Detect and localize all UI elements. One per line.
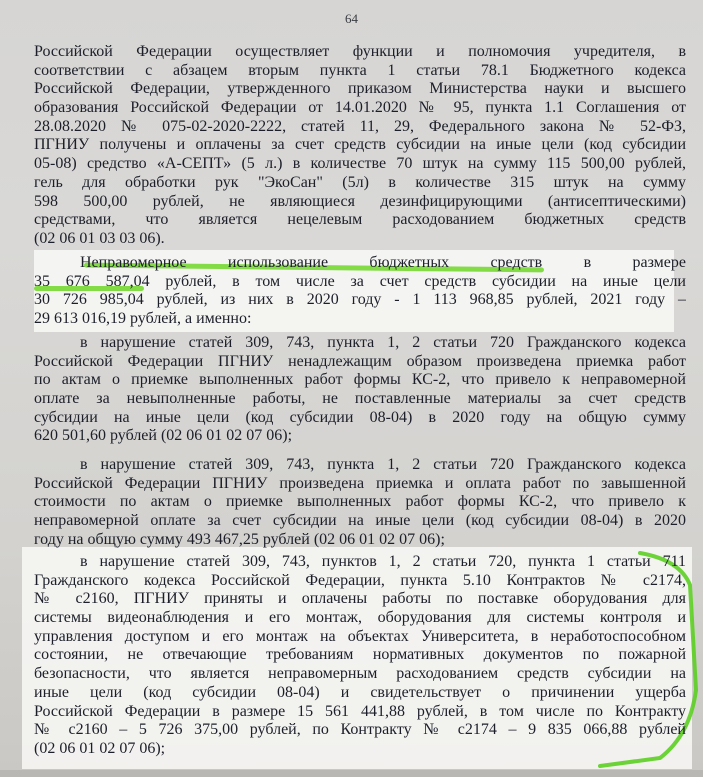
page-bottom-edge (0, 770, 703, 777)
text-line: № с2160 – 5 726 375,00 рублей, по Контракту № с2174 – 9 835 066,88 рублей (34, 721, 686, 739)
paragraph-2 (34, 254, 686, 329)
text-line: оплате за невыполненные работы, не поставленные материалы за счет средств (34, 390, 686, 408)
paragraph-4 (34, 456, 686, 549)
text-line: субсидии на иные цели (код субсидии 08-04) в 2020 году на общую сумму (34, 408, 686, 426)
paragraph-1 (34, 43, 686, 249)
text-line: системы видеонаблюдения и его монтаж, оборудования для системы контроля и (34, 609, 686, 627)
text-line: году на общую сумму 493 467,25 рублей (02 06 01 02 07 06); (34, 530, 445, 548)
text-line: управления доступом и его монтаж на объектах Университета, в неработоспособном (34, 627, 686, 645)
text-line: средствами, что является нецелевым расходованием бюджетных средств (34, 211, 686, 229)
text-line: безопасности, что является неправомерным расходованием средств субсидии на (34, 665, 686, 683)
text-line: образования Российской Федерации от 14.01.2020 № 95, пункта 1.1 Соглашения от (34, 99, 686, 117)
text-line: Гражданского кодекса Российской Федерации, пункта 5.10 Контрактов № с2174, (34, 571, 686, 589)
text-line: 35 676 587,04 рублей, в том числе за счет средств субсидии на иные цели (34, 272, 686, 290)
text-line: 598 500,00 рублей, не являющиеся дезинфицирующими (антисептическими) (34, 192, 686, 210)
text-line: 29 613 016,19 рублей, а именно: (34, 310, 252, 328)
text-line: иные цели (код субсидии 08-04) и свидетельствует о причинении ущерба (34, 683, 686, 701)
text-line: стоимости по актам о приемке выполненных работ формы КС-2, что привело к (34, 493, 686, 511)
paragraph-5 (34, 553, 686, 759)
text-line: Российской Федерации осуществляет функции и полномочия учредителя, в (34, 43, 686, 60)
text-line: Неправомерное использование бюджетных средств в размере (80, 254, 686, 271)
text-line: (02 06 01 02 07 06); (34, 739, 166, 757)
text-line: гель для обработки рук "ЭкоСан" (5л) в количестве 315 штук на сумму (34, 173, 686, 191)
text-line: в нарушение статей 309, 743, пунктов 1, 2 статьи 720, пункта 1 статьи 711 (80, 553, 686, 570)
text-line: состоянии, не отвечающие требованиям нормативных документов по пожарной (34, 646, 686, 664)
paragraph-3 (34, 334, 686, 446)
text-line: Российской Федерации в размере 15 561 441,88 рублей, в том числе по Контракту (34, 702, 686, 720)
text-line: 28.08.2020 № 075-02-2020-2222, статей 11, 29, Федерального закона № 52-ФЗ, (34, 117, 686, 135)
text-line: 30 726 985,04 рублей, из них в 2020 году - 1 113 968,85 рублей, 2021 году – (34, 291, 686, 309)
text-line: в нарушение статей 309, 743, пункта 1, 2 статьи 720 Гражданского кодекса (80, 456, 686, 473)
text-line: 05-08) средство «А-СЕПТ» (5 л.) в количестве 70 штук на сумму 115 500,00 рублей, (34, 155, 686, 173)
text-line: в нарушение статей 309, 743, пункта 1, 2 статьи 720 Гражданского кодекса (80, 334, 686, 351)
text-line: (02 06 01 03 03 06). (34, 229, 165, 247)
text-line: ПГНИУ получены и оплачены за счет средств субсидии на иные цели (код субсидии (34, 136, 686, 154)
text-line: 620 501,60 рублей (02 06 01 02 07 06); (34, 427, 293, 445)
text-line: соответствии с абзацем вторым пункта 1 статьи 78.1 Бюджетного кодекса (34, 61, 686, 79)
text-line: по актам о приемке выполненных работ формы КС-2, что привело к неправомерной (34, 371, 686, 389)
text-line: неправомерной оплате за счет субсидии на иные цели (код субсидии 08-04) в 2020 (34, 512, 686, 530)
text-line: Российской Федерации, утвержденного приказом Министерства науки и высшего (34, 80, 686, 98)
text-line: № с2160, ПГНИУ приняты и оплачены работы по поставке оборудования для (34, 590, 686, 608)
text-line: Российской Федерации ПГНИУ произведена приемка и оплата работ по завышенной (34, 474, 686, 492)
text-line: Российской Федерации ПГНИУ ненадлежащим образом произведена приемка работ (34, 352, 686, 370)
page-number: 64 (345, 11, 358, 26)
